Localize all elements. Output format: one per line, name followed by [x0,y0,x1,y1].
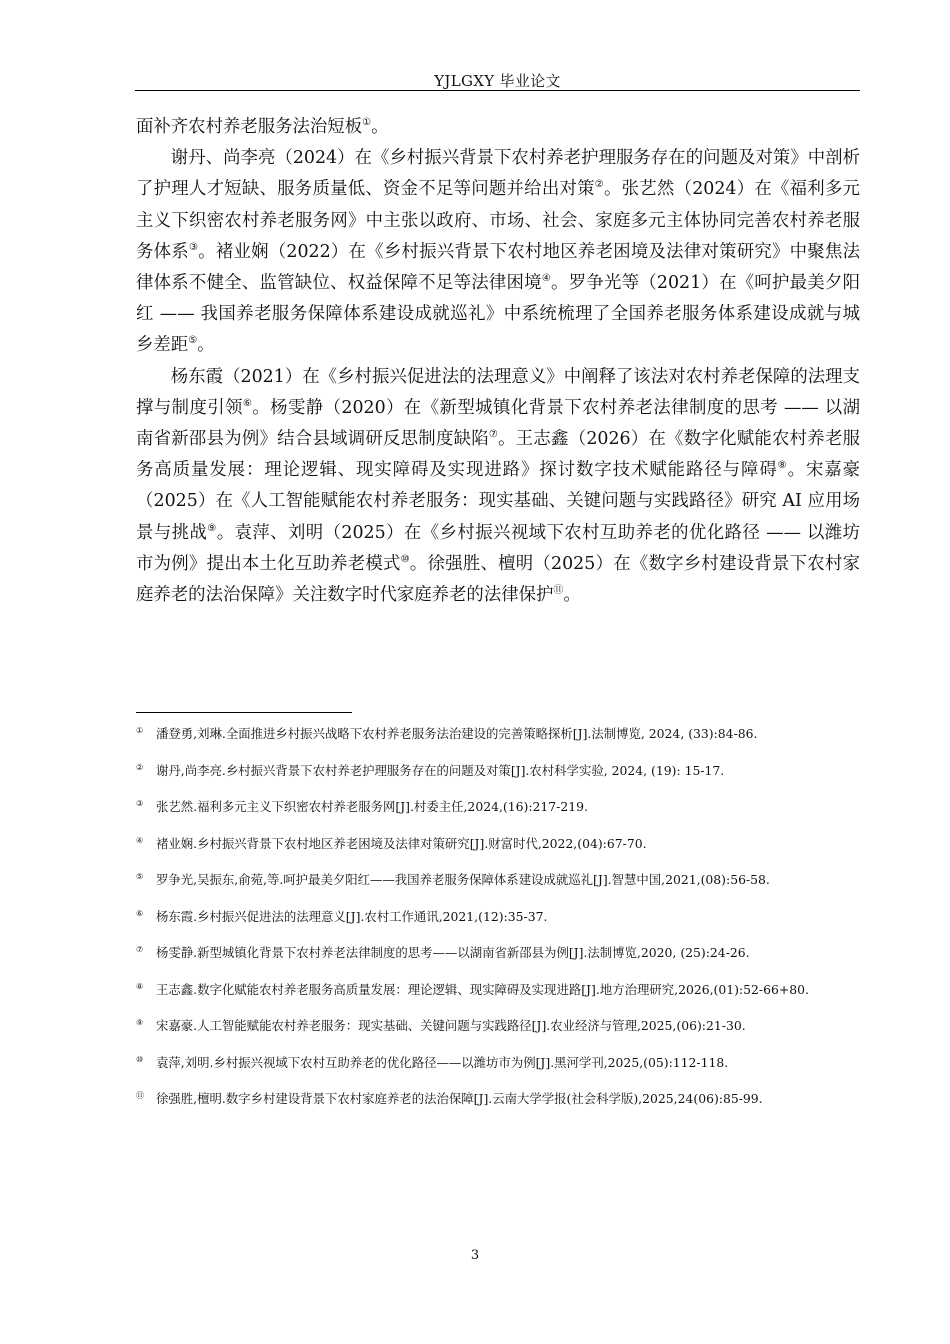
footnote-number: ⑩ [136,1054,144,1064]
page-number: 3 [470,1248,480,1263]
footnote-ref-6[interactable]: ⑥ [242,398,253,410]
footnote-4 [136,835,836,853]
sentence: 杨东霞（2021）在《乡村振兴促进法的法理意义》中阐释了该法对农村养老保障的法理支撑与制度引领 [136,366,860,418]
footnote-text: 宋嘉豪.人工智能赋能农村养老服务：现实基础、关键问题与实践路径[J].农业经济与管理,2025,(06):21-30. [156,1018,746,1033]
footnotes [136,715,836,1127]
footnote-text: 徐强胜,檀明.数字乡村建设背景下农村家庭养老的法治保障[J].云南大学学报(社会科学版),2025,24(06):85-99. [156,1091,763,1106]
sentence-end: 。 [498,429,516,450]
paragraph-3 [136,362,860,612]
footnote-ref-7[interactable]: ⑦ [488,429,499,441]
footnote-9 [136,1017,836,1035]
sentence: 张艺然（2024）在《福利多元主义下织密农村养老服务网》中主张以政府、市场、社会、家庭多元主体协同完善农村养老服务体系 [136,179,860,262]
footnote-ref-4[interactable]: ④ [541,273,552,285]
footnote-number: ⑤ [136,872,144,881]
footnote-ref-8[interactable]: ⑧ [777,460,788,472]
sentence-end: 。 [563,585,581,606]
footnote-5 [136,871,836,889]
footnote-text: 杨东霞.乡村振兴促进法的法理意义[J].农村工作通讯,2021,(12):35-37. [156,908,548,924]
sentence-end: 。 [371,117,389,137]
sentence: 宋嘉豪（2025）在《人工智能赋能农村养老服务：现实基础、关键问题与实践路径》研究 AI 应用场景与挑战 [136,460,860,543]
sentence: 褚业娴（2022）在《乡村振兴背景下农村地区养老困境及法律对策研究》中聚焦法律体系不健全、监管缺位、权益保障不足等法律困境 [136,241,860,294]
footnote-7 [136,944,836,962]
footnote-3 [136,798,836,816]
footnote-ref-2[interactable]: ② [594,179,604,191]
sentence: 徐强胜、檀明（2025）在《数字乡村建设背景下农村家庭养老的法治保障》关注数字时代家庭养老的法律保护 [136,553,860,606]
footnote-6 [136,908,836,926]
footnote-text: 罗争光,吴振东,俞菀,等.呵护最美夕阳红——我国养老服务保障体系建设成就巡礼[J].智慧中国,2021,(08):56-58. [156,872,770,887]
footnote-ref-10[interactable]: ⑩ [400,554,410,566]
sentence-end: 。 [409,553,428,574]
footnote-number: ② [136,762,144,772]
sentence-end: 。 [197,335,215,356]
footnote-2 [136,762,836,780]
footnote-11 [136,1090,836,1108]
sentence: 袁萍、刘明（2025）在《乡村振兴视域下农村互助养老的优化路径 —— 以潍坊市为例》提出本土化互助养老模式 [136,522,860,574]
footnote-text: 潘登勇,刘琳.全面推进乡村振兴战略下农村养老服务法治建设的完善策略探析[J].法制博览, 2024, (33):84-86. [156,726,758,741]
sentence-end: 。 [252,397,271,418]
footnote-text: 杨雯静.新型城镇化背景下农村养老法律制度的思考——以湖南省新邵县为例[J].法制博览,2020, (25):24-26. [156,945,750,960]
footnote-number: ⑧ [136,981,144,991]
sentence-end: 。 [551,273,569,294]
footnote-number: ⑦ [136,945,144,954]
footnote-number: ③ [136,799,144,808]
footnote-ref-5[interactable]: ⑤ [188,335,198,347]
footnote-number: ⑪ [136,1091,144,1100]
sentence-end: 。 [216,522,235,543]
paragraph-1 [136,112,860,143]
sentence-end: 。 [787,460,806,481]
footnote-separator [136,712,352,713]
footnote-number: ⑨ [136,1018,144,1027]
paragraph-text: 面补齐农村养老服务法治短板 [136,117,363,137]
header-rule [135,90,860,91]
footnote-text: 王志鑫.数字化赋能农村养老服务高质量发展：理论逻辑、现实障碍及实现进路[J].地方治理研究,2026,(01):52-66+80. [156,981,809,997]
sentence: 王志鑫（2026）在《数字化赋能农村养老服务高质量发展：理论逻辑、现实障碍及实现进路》探讨数字技术赋能路径与障碍 [136,429,860,481]
sentence-end: 。 [198,241,216,262]
footnote-ref-9[interactable]: ⑨ [207,522,217,534]
body-text [136,112,860,611]
running-header: YJLGXY 毕业论文 [434,72,561,90]
footnote-ref-3[interactable]: ③ [188,242,199,254]
footnote-8 [136,981,836,999]
footnote-number: ① [136,726,144,735]
footnote-text: 袁萍,刘明.乡村振兴视域下农村互助养老的优化路径——以潍坊市为例[J].黑河学刊,2025,(05):112-118. [156,1054,729,1070]
footnote-ref-11[interactable]: ⑪ [553,585,564,597]
sentence: 杨雯静（2020）在《新型城镇化背景下农村养老法律制度的思考 —— 以湖南省新邵县为例》结合县域调研反思制度缺陷 [136,397,860,450]
footnote-text: 张艺然.福利多元主义下织密农村养老服务网[J].村委主任,2024,(16):217-219. [156,799,588,814]
footnote-number: ④ [136,835,144,845]
footnote-ref-1[interactable]: ① [362,117,372,129]
footnote-text: 褚业娴.乡村振兴背景下农村地区养老困境及法律对策研究[J].财富时代,2022,(04):67-70. [156,835,647,851]
footnote-1 [136,725,836,743]
sentence-end: 。 [603,179,622,200]
sentence: 谢丹、尚李亮（2024）在《乡村振兴背景下农村养老护理服务存在的问题及对策》中剖析了护理人才短缺、服务质量低、资金不足等问题并给出对策 [136,148,860,200]
sentence: 罗争光等（2021）在《呵护最美夕阳红 —— 我国养老服务保障体系建设成就巡礼》中系统梳理了全国养老服务体系建设成就与城乡差距 [136,273,860,356]
paragraph-2 [136,143,860,361]
footnote-text: 谢丹,尚李亮.乡村振兴背景下农村养老护理服务存在的问题及对策[J].农村科学实验, 2024, (19): 15-17. [156,762,725,778]
footnote-number: ⑥ [136,908,144,918]
footnote-10 [136,1054,836,1072]
